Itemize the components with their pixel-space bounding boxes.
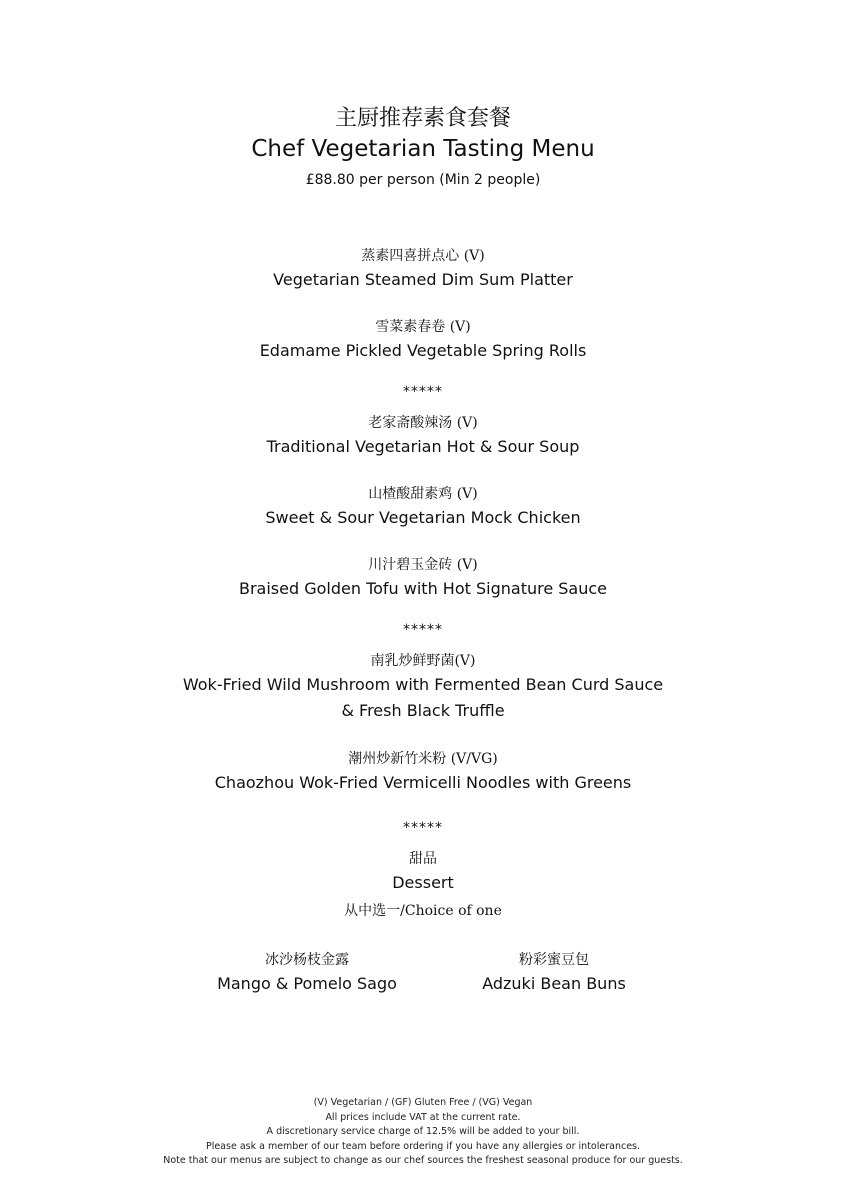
dish-chinese: 蒸素四喜拼点心 (V) — [361, 248, 485, 264]
dessert-heading-chinese: 甜品 — [409, 851, 437, 867]
dish-english: Braised Golden Tofu with Hot Signature Sauce — [238, 579, 607, 598]
dessert-choice-note: 从中选一/Choice of one — [344, 903, 502, 919]
menu-price: £88.80 per person (Min 2 people) — [305, 172, 541, 188]
course-separator: ***** — [403, 384, 443, 400]
menu-title-english: Chef Vegetarian Tasting Menu — [251, 136, 595, 162]
dessert-heading-english: Dessert — [392, 873, 454, 892]
dish-chinese: 南乳炒鲜野菌(V) — [370, 653, 476, 669]
allergy-note: Please ask a member of our team before ordering if you have any allergies or intolerances. — [205, 1140, 641, 1152]
menu-footer-notes — [0, 1096, 846, 1169]
menu-title-chinese: 主厨推荐素食套餐 — [334, 106, 511, 131]
dish-english-continued: & Fresh Black Truffle — [341, 701, 505, 720]
dessert-option-chinese: 冰沙杨枝金露 — [265, 952, 349, 968]
dish-english: Sweet & Sour Vegetarian Mock Chicken — [265, 508, 581, 527]
dish-chinese: 山楂酸甜素鸡 (V) — [368, 486, 478, 502]
course-separator: ***** — [403, 820, 443, 836]
dish-english: Vegetarian Steamed Dim Sum Platter — [273, 270, 573, 289]
dish-english: Chaozhou Wok-Fried Vermicelli Noodles with Greens — [214, 773, 632, 792]
dish-chinese: 潮州炒新竹米粉 (V/VG) — [348, 751, 498, 767]
dish-chinese: 老家斋酸辣汤 (V) — [368, 415, 478, 431]
dessert-option-english: Adzuki Bean Buns — [482, 974, 626, 993]
dish-chinese: 川汁碧玉金砖 (V) — [368, 557, 478, 573]
menu-change-note: Note that our menus are subject to change as our chef sources the freshest seasonal produce for our guests. — [163, 1155, 683, 1166]
course-separator: ***** — [403, 622, 443, 638]
dessert-option-english: Mango & Pomelo Sago — [217, 974, 397, 993]
service-charge-note: A discretionary service charge of 12.5% will be added to your bill. — [266, 1126, 580, 1137]
dish-english: Edamame Pickled Vegetable Spring Rolls — [259, 341, 587, 360]
dish-chinese: 雪菜素春卷 (V) — [375, 319, 471, 335]
dish-english: Wok-Fried Wild Mushroom with Fermented Bean Curd Sauce — [182, 675, 664, 694]
dish-english: Traditional Vegetarian Hot & Sour Soup — [266, 437, 580, 456]
dessert-option-chinese: 粉彩蜜豆包 — [519, 952, 589, 968]
dietary-key: (V) Vegetarian / (GF) Gluten Free / (VG) Vegan — [313, 1097, 533, 1108]
vat-note: All prices include VAT at the current rate. — [325, 1111, 521, 1123]
